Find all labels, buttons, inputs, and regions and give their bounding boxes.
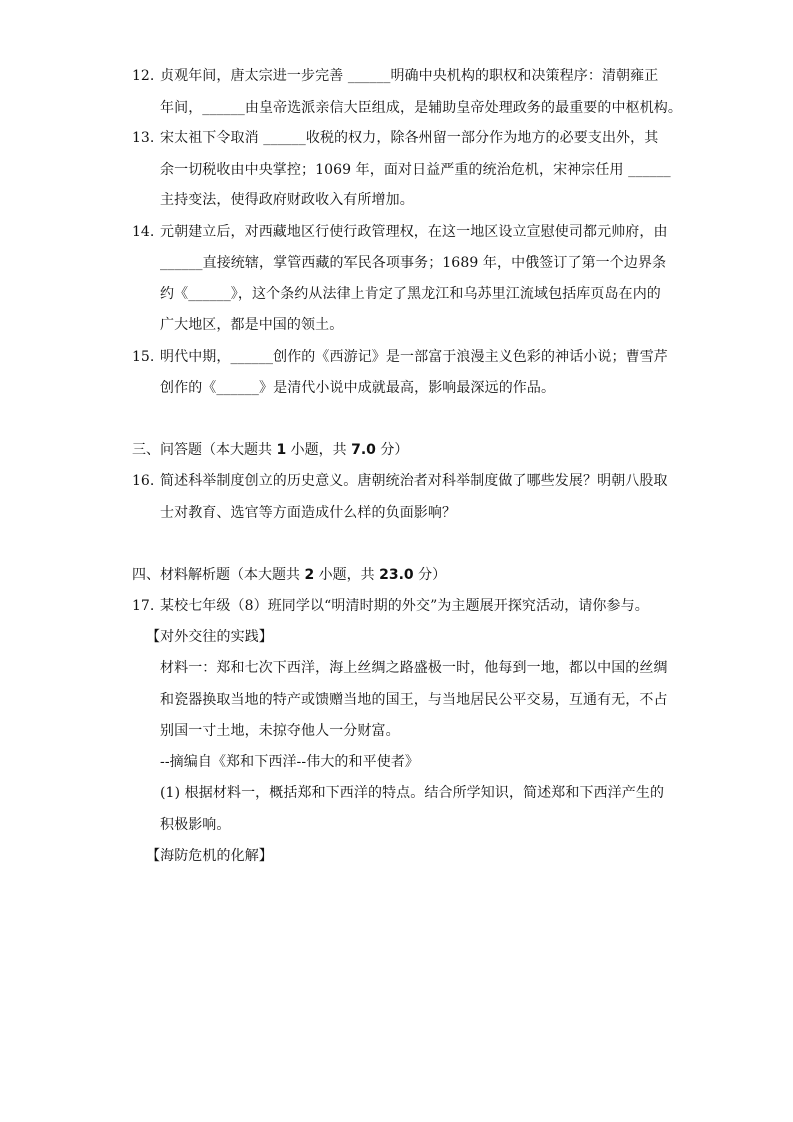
question-14-line-4: 广大地区，都是中国的领土。: [160, 317, 344, 333]
question-number-15: 15.: [132, 349, 155, 365]
question-number-14: 14.: [132, 224, 155, 240]
section-4-title: 四、材料解析题（本大题共: [132, 567, 300, 583]
question-17-intro: 某校七年级（8）班同学以“明清时期的外交”为主题展开探究活动，请你参与。: [160, 598, 649, 614]
question-17-material-line-1: 材料一：郑和七次下西洋，海上丝绸之路盛极一时，他每到一地，都以中国的丝绸: [160, 660, 668, 676]
question-17-heading-2: 【海防危机的化解】: [146, 848, 273, 864]
section-4-heading: [132, 565, 446, 585]
question-16-line-2: 士对教育、选官等方面造成什么样的负面影响？: [160, 505, 457, 521]
question-14-line-2: ______直接统辖，掌管西藏的军民各项事务；1689 年，中俄签订了第一个边界条: [160, 255, 667, 271]
question-15-line-1: 明代中期，______创作的《西游记》是一部富于浪漫主义色彩的神话小说；曹雪芹: [160, 349, 668, 365]
question-17-material-line-3: 别国一寸土地，未掠夺他人一分财富。: [160, 723, 400, 739]
question-15-line-2: 创作的《______》是清代小说中成就最高，影响最深远的作品。: [160, 380, 556, 396]
question-number-12: 12.: [132, 68, 155, 84]
question-12-line-2: 年间，______由皇帝选派亲信大臣组成，是辅助皇帝处理政务的最重要的中枢机构。: [160, 100, 682, 116]
question-number-16: 16.: [132, 473, 155, 489]
question-17-heading-1: 【对外交往的实践】: [146, 629, 273, 645]
question-16-line-1: 简述科举制度创立的历史意义。唐朝统治者对科举制度做了哪些发展？明朝八股取: [160, 473, 668, 489]
section-4-mid: 小题，共: [318, 567, 375, 583]
question-14-line-1: 元朝建立后，对西藏地区行使行政管理权，在这一地区设立宣慰使司都元帅府，由: [160, 224, 668, 240]
question-number-13: 13.: [132, 130, 155, 146]
question-13-line-2: 余一切税收由中央掌控；1069 年，面对日益严重的统治危机，宋神宗任用 ______: [160, 162, 671, 178]
section-3-mid: 小题，共: [290, 442, 347, 458]
section-3-score: 7.0: [351, 442, 376, 458]
question-13-line-3: 主持变法，使得政府财政收入有所增加。: [160, 192, 414, 208]
section-4-end: 分）: [418, 567, 447, 583]
question-number-17: 17.: [132, 598, 155, 614]
question-12-line-1: 贞观年间，唐太宗进一步完善 ______明确中央机构的职权和决策程序：清朝雍正: [160, 68, 659, 84]
section-4-count: 2: [304, 567, 315, 583]
question-14-line-3: 约《______》，这个条约从法律上肯定了黑龙江和乌苏里江流域包括库页岛在内的: [160, 286, 661, 302]
section-3-title: 三、问答题（本大题共: [132, 442, 272, 458]
question-17-source: --摘编自《郑和下西洋--伟大的和平使者》: [160, 754, 420, 770]
question-17-sub1-line-1: (1) 根据材料一，概括郑和下西洋的特点。结合所学知识，简述郑和下西洋产生的: [160, 785, 665, 801]
section-3-count: 1: [276, 442, 287, 458]
section-4-score: 23.0: [379, 567, 414, 583]
section-3-end: 分）: [380, 442, 409, 458]
question-17-sub1-line-2: 积极影响。: [160, 817, 231, 833]
question-17-material-line-2: 和瓷器换取当地的特产或馈赠当地的国王，与当地居民公平交易，互通有无，不占: [160, 692, 668, 708]
question-13-line-1: 宋太祖下令取消 ______收税的权力，除各州留一部分作为地方的必要支出外，其: [160, 130, 659, 146]
section-3-heading: [132, 440, 408, 460]
